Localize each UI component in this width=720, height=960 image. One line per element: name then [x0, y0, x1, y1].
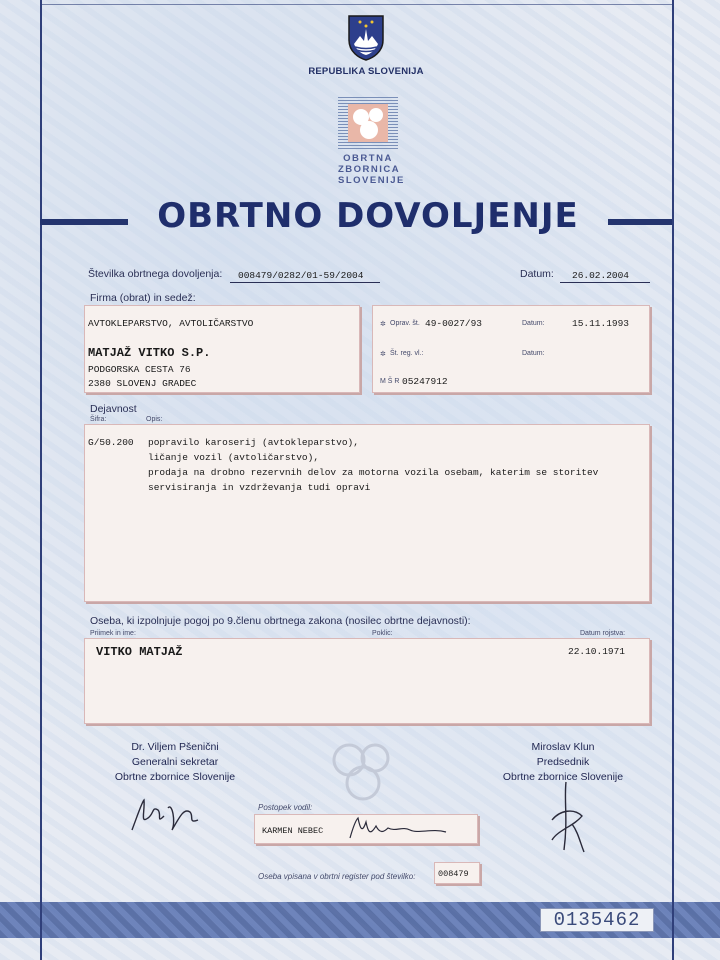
date-underline: [560, 282, 650, 283]
reg-label: Št. reg. vl.:: [390, 350, 424, 357]
registry-datum-value-1: 15.11.1993: [572, 318, 630, 329]
activity-code: G/50.200: [88, 437, 134, 448]
title-bar-left: [40, 219, 128, 225]
oprav-value: 49-0027/93: [425, 318, 483, 329]
permit-number-label: Številka obrtnega dovoljenja:: [88, 268, 223, 280]
right-signatory-name: Miroslav Klun: [531, 741, 595, 753]
firm-street: PODGORSKA CESTA 76: [88, 364, 191, 375]
msr-label: M Š R: [380, 378, 400, 385]
activity-code-label: Šifra:: [90, 416, 107, 423]
date-value: 26.02.2004: [572, 270, 630, 281]
right-signatory: [488, 740, 638, 785]
holder-name: VITKO MATJAŽ: [96, 645, 183, 659]
msr-value: 05247912: [402, 376, 448, 387]
date-label: Datum:: [520, 268, 554, 280]
holder-birth-label: Datum rojstva:: [580, 630, 626, 637]
procedure-label: Postopek vodil:: [258, 803, 313, 812]
left-signatory-role: Generalni sekretar: [131, 756, 219, 768]
left-signatory: [100, 740, 250, 785]
activity-section-label: Dejavnost: [90, 403, 137, 415]
permit-number-underline: [230, 282, 380, 283]
activity-line-3: prodaja na drobno rezervnih delov za motorna vozila osebam, katerim se storitev: [148, 467, 599, 478]
activity-line-1: popravilo karoserij (avtokleparstvo),: [148, 437, 359, 448]
register-number: 008479: [438, 869, 469, 879]
firm-activity: AVTOKLEPARSTVO, AVTOLIČARSTVO: [88, 318, 254, 329]
activity-desc-label: Opis:: [146, 416, 163, 423]
activity-box: [84, 424, 650, 602]
activity-line-4: servisiranja in vzdrževanja tudi opravi: [148, 482, 371, 493]
coat-of-arms-icon: [347, 14, 385, 62]
procedure-signature: [346, 814, 450, 844]
ozs-logo-line-2: ZBORNICA: [338, 164, 401, 175]
oprav-bullet: ✲: [380, 321, 386, 328]
ozs-emblem-icon: [346, 102, 390, 144]
reg-bullet: ✲: [380, 351, 386, 358]
firm-city: 2380 SLOVENJ GRADEC: [88, 378, 197, 389]
left-signature: [128, 794, 208, 836]
firm-section-label: Firma (obrat) in sedež:: [90, 292, 196, 304]
title-bar-right: [608, 219, 672, 225]
activity-line-2: ličanje vozil (avtoličarstvo),: [148, 452, 320, 463]
country-label: REPUBLIKA SLOVENIJA: [308, 66, 424, 77]
right-signatory-org: Obrtne zbornice Slovenije: [502, 771, 624, 783]
left-signatory-org: Obrtne zbornice Slovenije: [114, 771, 236, 783]
left-signatory-name: Dr. Viljem Pšenični: [131, 741, 219, 753]
document-title: OBRTNO DOVOLJENJE: [157, 196, 579, 236]
right-signature: [544, 780, 590, 858]
frame-right-border: [672, 0, 674, 960]
ozs-logo: [338, 97, 405, 189]
registry-datum-label-2: Datum:: [522, 350, 545, 357]
ozs-logo-line-1: OBRTNA: [343, 153, 393, 164]
frame-left-border: [40, 0, 42, 960]
permit-number-value: 008479/0282/01-59/2004: [238, 270, 364, 281]
serial-number: 0135462: [540, 908, 654, 932]
holder-profession-label: Poklic:: [372, 630, 393, 637]
procedure-name: KARMEN NEBEC: [262, 826, 324, 836]
holder-name-label: Priimek in ime:: [90, 630, 136, 637]
holder-birth: 22.10.1971: [568, 646, 626, 657]
right-signatory-role: Predsednik: [536, 756, 590, 768]
register-label: Oseba vpisana v obrtni register pod številko:: [258, 872, 416, 881]
firm-name: MATJAŽ VITKO S.P.: [88, 346, 211, 360]
frame-top-border: [40, 4, 674, 5]
oprav-label: Oprav. št.: [390, 320, 420, 327]
registry-datum-label-1: Datum:: [522, 320, 545, 327]
ozs-logo-line-3: SLOVENIJE: [338, 175, 405, 186]
embossed-seal-icon: [325, 738, 397, 804]
holder-section-label: Oseba, ki izpolnjuje pogoj po 9.členu obrtnega zakona (nosilec obrtne dejavnosti):: [90, 615, 471, 627]
